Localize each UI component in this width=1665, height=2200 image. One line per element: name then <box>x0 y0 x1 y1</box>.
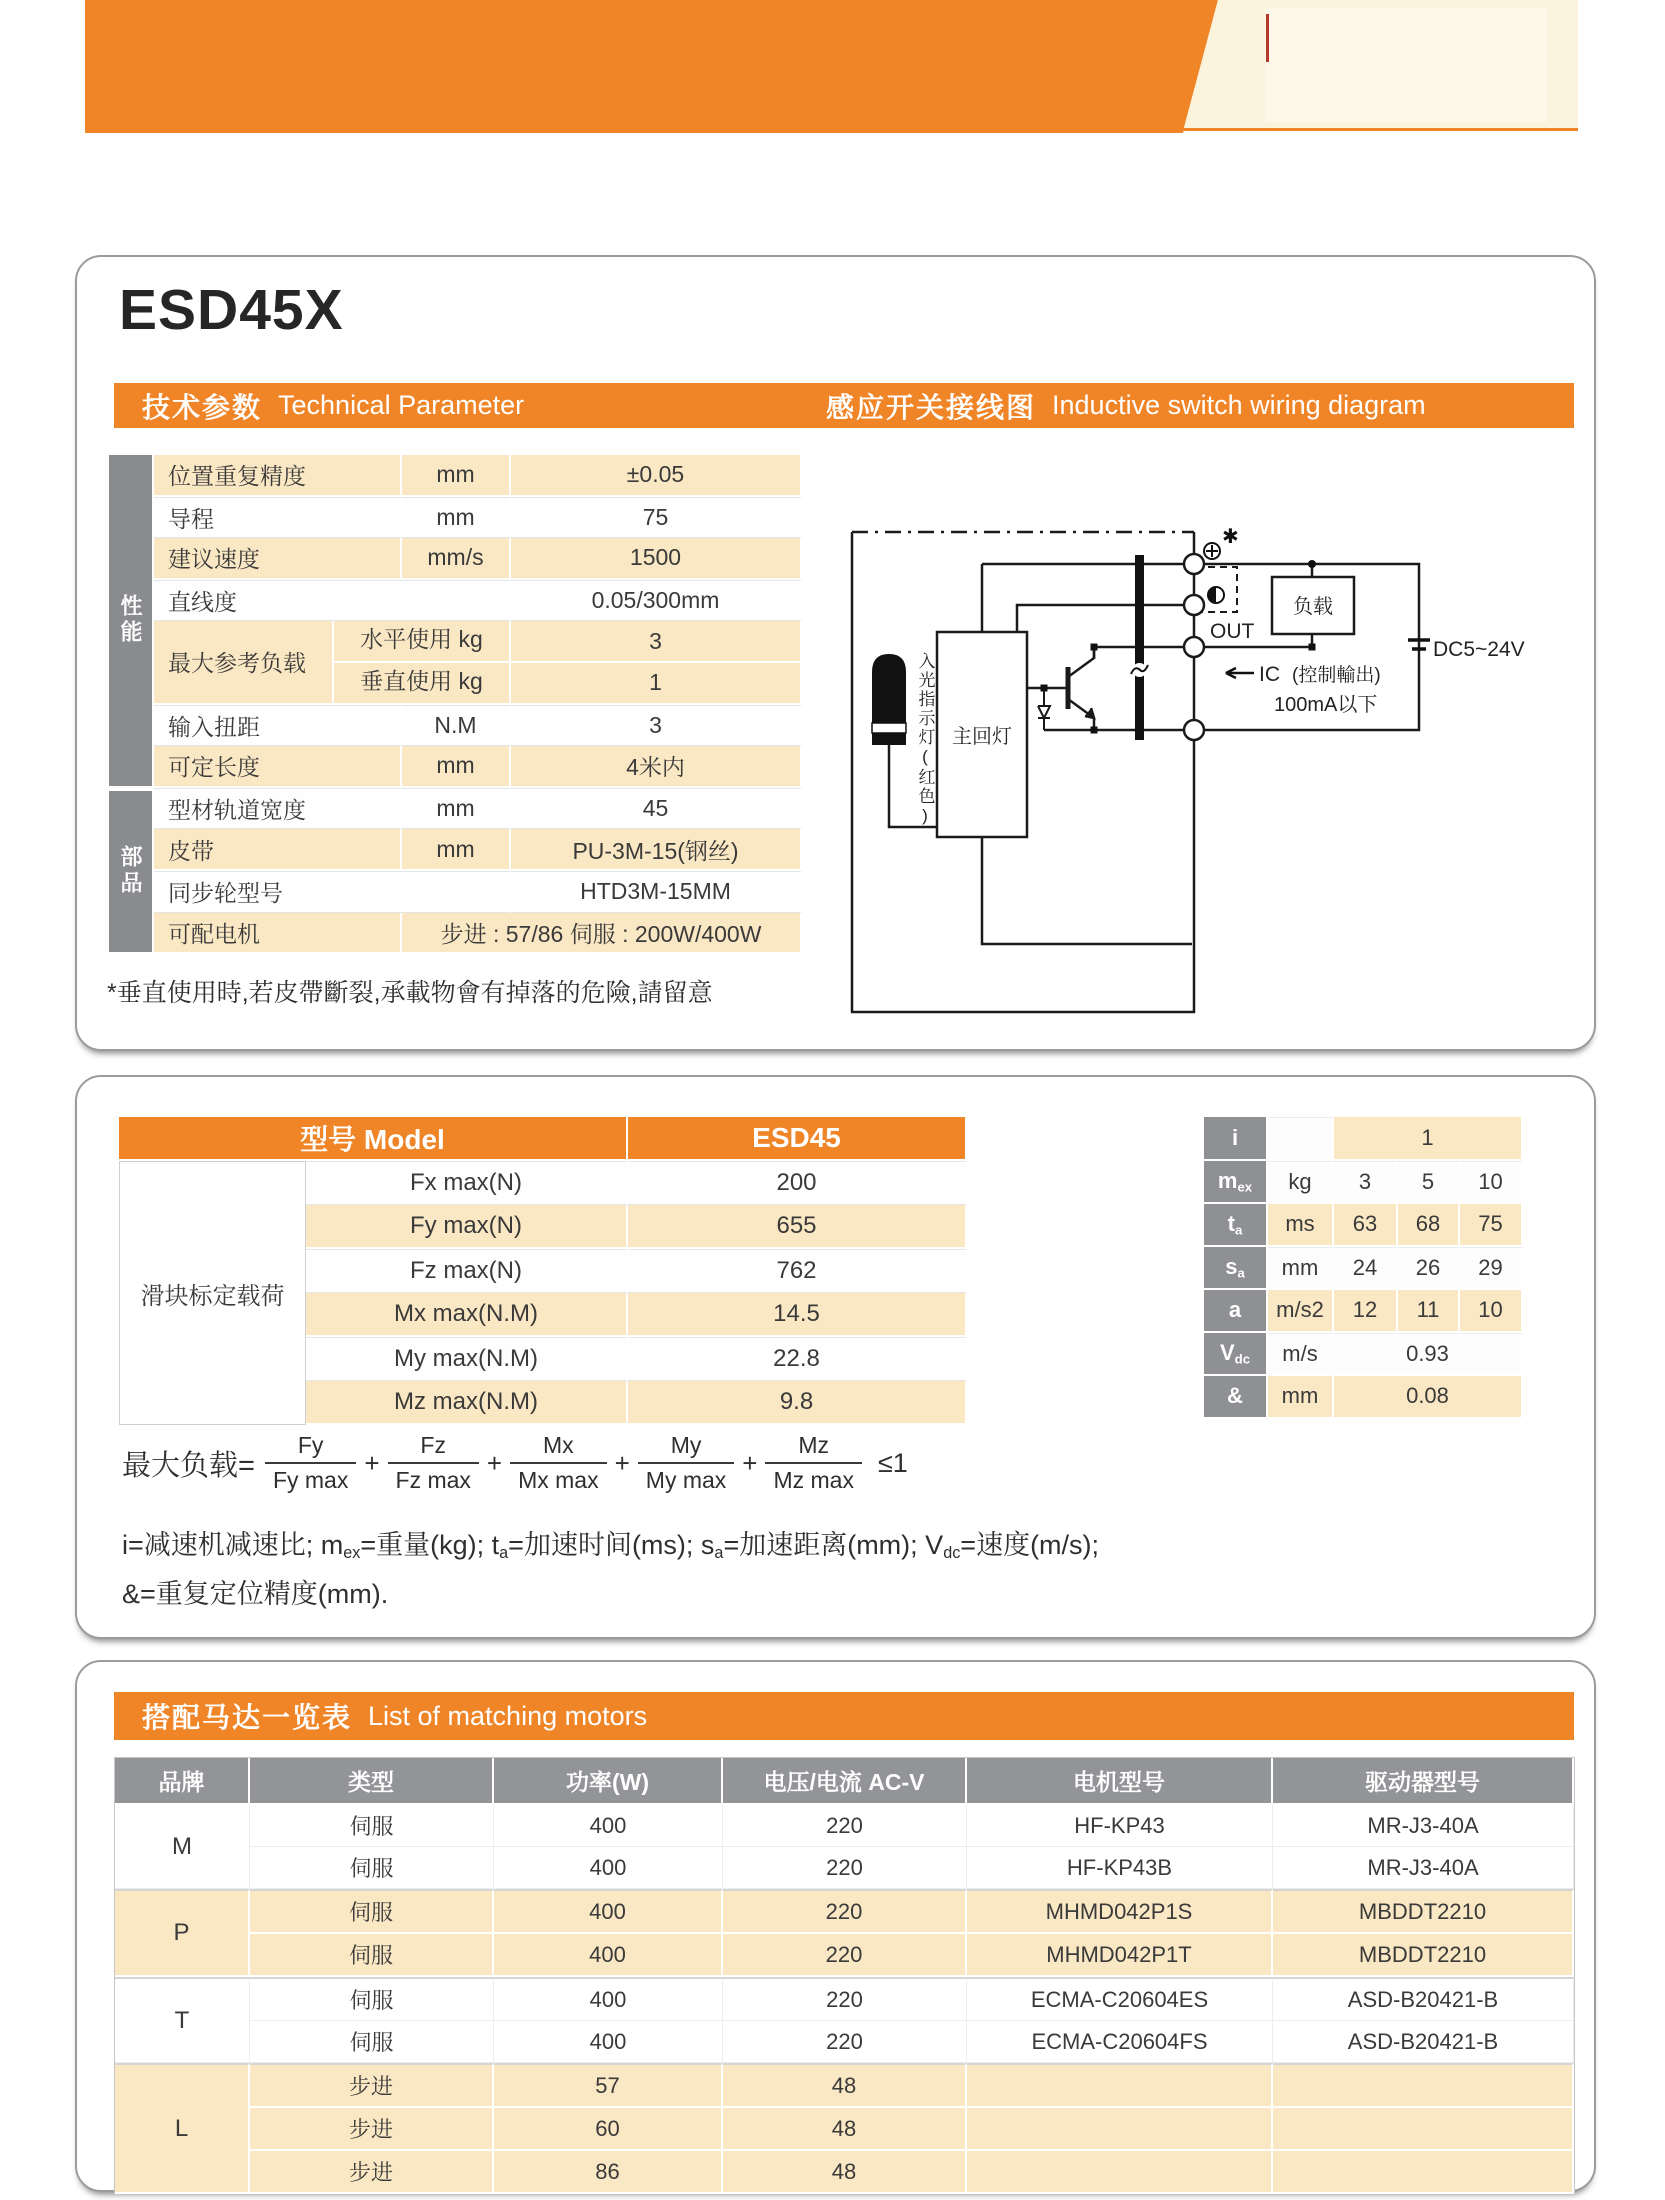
spec-value: PU-3M-15(钢丝) <box>511 829 802 871</box>
led-label: 入光指示灯(红色) <box>915 652 935 827</box>
plus-sign: + <box>742 1447 758 1478</box>
param-row <box>1204 1204 1523 1247</box>
wiring-title-zh: 感应开关接线图 <box>826 391 1037 423</box>
banner-red-tick <box>1266 14 1269 62</box>
param-value: 3 <box>1334 1161 1398 1205</box>
spec-group-label <box>109 788 154 954</box>
motors-cell: 400 <box>494 2021 723 2063</box>
spec-subname: 垂直使用 kg <box>334 663 511 705</box>
motors-title-en: List of matching motors <box>368 1700 648 1731</box>
terminal-circle <box>1184 554 1204 574</box>
formula-fraction: $\frac{My}{\text{My max}}$ <box>638 1432 735 1494</box>
motors-cell: 220 <box>723 1977 967 2021</box>
motors-cell <box>967 2151 1273 2194</box>
spec-unit: mm <box>402 788 511 830</box>
page-title: ESD45X <box>119 278 344 342</box>
param-value: 11 <box>1398 1290 1460 1333</box>
spec-value: 0.05/300mm <box>511 580 802 622</box>
formula-fraction: $\frac{Mx}{\text{Mx max}}$ <box>510 1432 607 1494</box>
motors-cell: 伺服 <box>250 1805 494 1847</box>
spec-value: 3 <box>511 705 802 747</box>
model-name: Fy max(N) <box>306 1205 628 1249</box>
note-line: i=减速机减速比; $m_{ex}=$重量(kg); $t_a=$加速时间(ms); $s_a=$加速距离(mm); $V_{dc}=$速度(m/s); <box>122 1530 1100 1563</box>
formula-prefix: 最大负载= <box>122 1449 255 1482</box>
motors-cell: 400 <box>494 1977 723 2021</box>
note-line: &=重复定位精度(mm). <box>122 1579 389 1610</box>
motors-cell: 57 <box>494 2063 723 2108</box>
motors-cell: 220 <box>723 1847 967 1889</box>
spec-value: 1 <box>511 663 802 705</box>
motors-cell <box>1273 2151 1574 2194</box>
motors-row <box>115 2063 1574 2108</box>
spec-value: 4米内 <box>511 746 802 788</box>
spec-name: 皮带 <box>154 829 402 871</box>
motors-cell: 400 <box>494 1889 723 1934</box>
motors-cell: HF-KP43B <box>967 1847 1273 1889</box>
wire-second <box>1017 605 1184 632</box>
zener-diode-icon <box>1038 688 1050 730</box>
motors-brand: M <box>115 1805 250 1889</box>
motors-header-cell: 驱动器型号 <box>1273 1758 1574 1805</box>
wiring-diagram <box>822 507 1582 1047</box>
motors-row <box>115 1889 1574 1934</box>
motors-cell: 400 <box>494 1805 723 1847</box>
param-key: $m_{ex}$ <box>1204 1161 1268 1205</box>
motors-cell: 220 <box>723 2021 967 2063</box>
motors-cell: 48 <box>723 2108 967 2151</box>
model-name: My max(N.M) <box>306 1337 628 1381</box>
param-unit: mm <box>1268 1376 1334 1419</box>
motors-cell: MBDDT2210 <box>1273 1934 1574 1977</box>
motors-cell <box>1273 2108 1574 2151</box>
panel-motors <box>75 1660 1596 2192</box>
led-icon <box>872 654 906 745</box>
param-value: 12 <box>1334 1290 1398 1333</box>
motors-cell: ECMA-C20604FS <box>967 2021 1273 2063</box>
spec-group-label-text: 性能 <box>118 594 143 647</box>
out-label: OUT <box>1210 620 1255 643</box>
spec-row <box>109 788 802 830</box>
spec-value: HTD3M-15MM <box>511 871 802 913</box>
param-value: 26 <box>1398 1247 1460 1291</box>
motors-cell: MR-J3-40A <box>1273 1805 1574 1847</box>
motors-title-zh: 搭配马达一览表 <box>142 1702 353 1733</box>
star-mark: ✱ <box>1222 526 1239 548</box>
motors-cell: 伺服 <box>250 1847 494 1889</box>
param-row <box>1204 1333 1523 1377</box>
motors-brand: T <box>115 1977 250 2063</box>
param-table <box>1204 1117 1523 1419</box>
param-value: 0.08 <box>1334 1376 1523 1419</box>
motors-cell <box>1273 2063 1574 2108</box>
model-value: 655 <box>628 1205 967 1249</box>
power-label: DC5~24V <box>1433 638 1525 661</box>
load-label: 负载 <box>1293 596 1333 618</box>
connector-bar <box>1135 555 1144 740</box>
param-key: & <box>1204 1376 1268 1419</box>
banner-highlight-box <box>1265 8 1547 122</box>
model-name: Mx max(N.M) <box>306 1293 628 1337</box>
spec-unit: mm <box>402 497 511 539</box>
motors-cell: 86 <box>494 2151 723 2194</box>
motors-row <box>115 2021 1574 2063</box>
spec-name: 型材轨道宽度 <box>154 788 402 830</box>
diode-indicator-icon <box>1208 587 1224 603</box>
motors-cell <box>967 2108 1273 2151</box>
param-row <box>1204 1117 1523 1161</box>
spec-name: 输入扭距 <box>154 705 402 747</box>
formula-notes <box>122 1525 1099 1615</box>
param-unit: ms <box>1268 1204 1334 1247</box>
spec-name: 位置重复精度 <box>154 455 402 497</box>
motors-header-cell: 电压/电流 AC-V <box>723 1758 967 1805</box>
model-header-right: ESD45 <box>628 1117 967 1161</box>
motors-cell: 220 <box>723 1889 967 1934</box>
motors-header-cell: 品牌 <box>115 1758 250 1805</box>
motors-cell: ASD-B20421-B <box>1273 2021 1574 2063</box>
param-value: 63 <box>1334 1204 1398 1247</box>
banner-underline <box>1181 128 1578 131</box>
motors-cell: 伺服 <box>250 2021 494 2063</box>
junction-square <box>1041 685 1048 692</box>
formula-fraction: $\frac{Fz}{\text{Fz max}}$ <box>388 1432 479 1494</box>
terminal-circle <box>1184 637 1204 657</box>
param-row <box>1204 1161 1523 1205</box>
model-value: 9.8 <box>628 1381 967 1425</box>
spec-unit: mm <box>402 829 511 871</box>
spec-name: 建议速度 <box>154 538 402 580</box>
section-title-right <box>826 386 1426 426</box>
param-value: 10 <box>1460 1290 1523 1333</box>
param-row <box>1204 1376 1523 1419</box>
spec-value: 45 <box>511 788 802 830</box>
model-value: 200 <box>628 1161 967 1205</box>
spec-row <box>109 497 802 539</box>
plus-terminal-icon <box>1204 543 1220 559</box>
top-banner <box>85 0 1578 133</box>
model-row <box>119 1161 967 1205</box>
param-value: 29 <box>1460 1247 1523 1291</box>
model-header-row <box>119 1117 967 1161</box>
model-table <box>119 1117 967 1425</box>
motors-cell: 步进 <box>250 2108 494 2151</box>
param-key: $t_a$ <box>1204 1204 1268 1247</box>
param-key: a <box>1204 1290 1268 1333</box>
spec-row <box>109 871 802 913</box>
spec-name: 最大参考负载 <box>154 621 334 704</box>
param-key: $s_a$ <box>1204 1247 1268 1291</box>
section-bar-technical <box>114 383 1574 428</box>
ic-note: (控制輸出) <box>1292 665 1381 686</box>
model-name: Fx max(N) <box>306 1161 628 1205</box>
spec-row <box>109 580 802 622</box>
footnote: *垂直使用時,若皮帶斷裂,承載物會有掉落的危險,請留意 <box>107 979 713 1007</box>
spec-row <box>109 538 802 580</box>
spec-row <box>109 455 802 497</box>
motors-cell: 伺服 <box>250 1934 494 1977</box>
motors-cell: 48 <box>723 2151 967 2194</box>
param-value: 5 <box>1398 1161 1460 1205</box>
spec-row <box>109 913 802 955</box>
motors-cell: HF-KP43 <box>967 1805 1273 1847</box>
param-value: 75 <box>1460 1204 1523 1247</box>
main-lamp-label: 主回灯 <box>952 726 1012 748</box>
param-row <box>1204 1290 1523 1333</box>
section-title-zh: 技术参数 <box>142 391 263 423</box>
plus-sign: + <box>364 1447 380 1478</box>
motors-row <box>115 2108 1574 2151</box>
motors-cell: 步进 <box>250 2063 494 2108</box>
param-value: 1 <box>1334 1117 1523 1161</box>
motors-table <box>114 1757 1575 2195</box>
motors-cell: 伺服 <box>250 1889 494 1934</box>
ic-limit: 100mA以下 <box>1274 694 1378 716</box>
motors-cell: MR-J3-40A <box>1273 1847 1574 1889</box>
spec-unit: mm <box>402 746 511 788</box>
junction-square <box>1091 644 1098 651</box>
junction-square <box>1309 644 1316 651</box>
spec-group-label-text: 部品 <box>118 845 143 898</box>
spec-name: 同步轮型号 <box>154 871 511 913</box>
motors-cell: ECMA-C20604ES <box>967 1977 1273 2021</box>
motors-row <box>115 1977 1574 2021</box>
formula-fraction: $\frac{Mz}{\text{Mz max}}$ <box>765 1432 862 1494</box>
motors-cell: 步进 <box>250 2151 494 2194</box>
spec-subname: 水平使用 kg <box>334 621 511 663</box>
motors-cell: 400 <box>494 1847 723 1889</box>
param-value: 0.93 <box>1334 1333 1523 1377</box>
wire-bottom-return <box>982 837 1192 944</box>
motors-brand: P <box>115 1889 250 1977</box>
motors-header-cell: 类型 <box>250 1758 494 1805</box>
param-value: 24 <box>1334 1247 1398 1291</box>
wiring-title-en: Inductive switch wiring diagram <box>1052 390 1426 420</box>
spec-value: 1500 <box>511 538 802 580</box>
spec-name: 可定长度 <box>154 746 402 788</box>
motors-row <box>115 2151 1574 2194</box>
param-value: 10 <box>1460 1161 1523 1205</box>
param-unit: kg <box>1268 1161 1334 1205</box>
wire-top <box>982 564 1184 632</box>
spec-unit: mm <box>402 455 511 497</box>
model-header-left: 型号 Model <box>119 1117 628 1161</box>
formula-suffix: ≤1 <box>877 1447 908 1478</box>
param-unit: m/s2 <box>1268 1290 1334 1333</box>
plus-sign: + <box>486 1447 503 1478</box>
panel-model <box>75 1075 1596 1639</box>
ic-label: IC <box>1259 663 1280 686</box>
model-value: 14.5 <box>628 1293 967 1337</box>
param-key: i <box>1204 1117 1268 1161</box>
motors-row <box>115 1805 1574 1847</box>
spec-name: 可配电机 <box>154 913 402 955</box>
param-row <box>1204 1247 1523 1291</box>
formula-fraction: $\frac{Fy}{\text{Fy max}}$ <box>265 1432 356 1494</box>
ic-arrow-icon <box>1226 668 1254 678</box>
model-value: 762 <box>628 1249 967 1293</box>
plus-sign: + <box>614 1447 630 1478</box>
load-formula <box>122 1432 908 1494</box>
motors-cell: 伺服 <box>250 1977 494 2021</box>
motors-header-cell: 电机型号 <box>967 1758 1273 1805</box>
motors-cell: ASD-B20421-B <box>1273 1977 1574 2021</box>
junction-dot <box>1308 560 1316 568</box>
terminal-circle <box>1184 595 1204 615</box>
param-unit <box>1268 1117 1334 1161</box>
spec-row <box>109 746 802 788</box>
motors-cell: 220 <box>723 1934 967 1977</box>
motors-cell: 60 <box>494 2108 723 2151</box>
spec-row <box>109 829 802 871</box>
spec-value: 3 <box>511 621 802 663</box>
spec-value: 步进 : 57/86 伺服 : 200W/400W <box>402 913 802 955</box>
param-key: $V_{dc}$ <box>1204 1333 1268 1377</box>
spec-row <box>109 705 802 747</box>
motors-row <box>115 1847 1574 1889</box>
spec-value: ±0.05 <box>511 455 802 497</box>
spec-table <box>109 455 802 954</box>
spec-unit: mm/s <box>402 538 511 580</box>
junction-square <box>1091 727 1098 734</box>
section-title-en: Technical Parameter <box>278 390 525 420</box>
model-row-label: 滑块标定载荷 <box>119 1161 306 1425</box>
motors-cell: 48 <box>723 2063 967 2108</box>
spec-group-label <box>109 455 154 788</box>
motors-cell: 220 <box>723 1805 967 1847</box>
motors-cell: MHMD042P1T <box>967 1934 1273 1977</box>
spec-name: 直线度 <box>154 580 511 622</box>
motors-brand: L <box>115 2063 250 2194</box>
panel-technical <box>75 255 1596 1051</box>
spec-value: 75 <box>511 497 802 539</box>
motors-cell <box>967 2063 1273 2108</box>
param-value: 68 <box>1398 1204 1460 1247</box>
model-name: Fz max(N) <box>306 1249 628 1293</box>
motors-cell: MHMD042P1S <box>967 1889 1273 1934</box>
transistor-collector <box>1068 647 1094 677</box>
motors-row <box>115 1934 1574 1977</box>
section-bar-motors <box>114 1692 1574 1740</box>
terminal-circle <box>1184 720 1204 740</box>
spec-name: 导程 <box>154 497 402 539</box>
spec-row <box>109 621 802 663</box>
motors-cell: MBDDT2210 <box>1273 1889 1574 1934</box>
motors-header-row <box>115 1758 1574 1805</box>
motors-header-cell: 功率(W) <box>494 1758 723 1805</box>
motors-cell: 400 <box>494 1934 723 1977</box>
model-name: Mz max(N.M) <box>306 1381 628 1425</box>
param-unit: mm <box>1268 1247 1334 1291</box>
spec-unit: N.M <box>402 705 511 747</box>
param-unit: m/s <box>1268 1333 1334 1377</box>
model-value: 22.8 <box>628 1337 967 1381</box>
